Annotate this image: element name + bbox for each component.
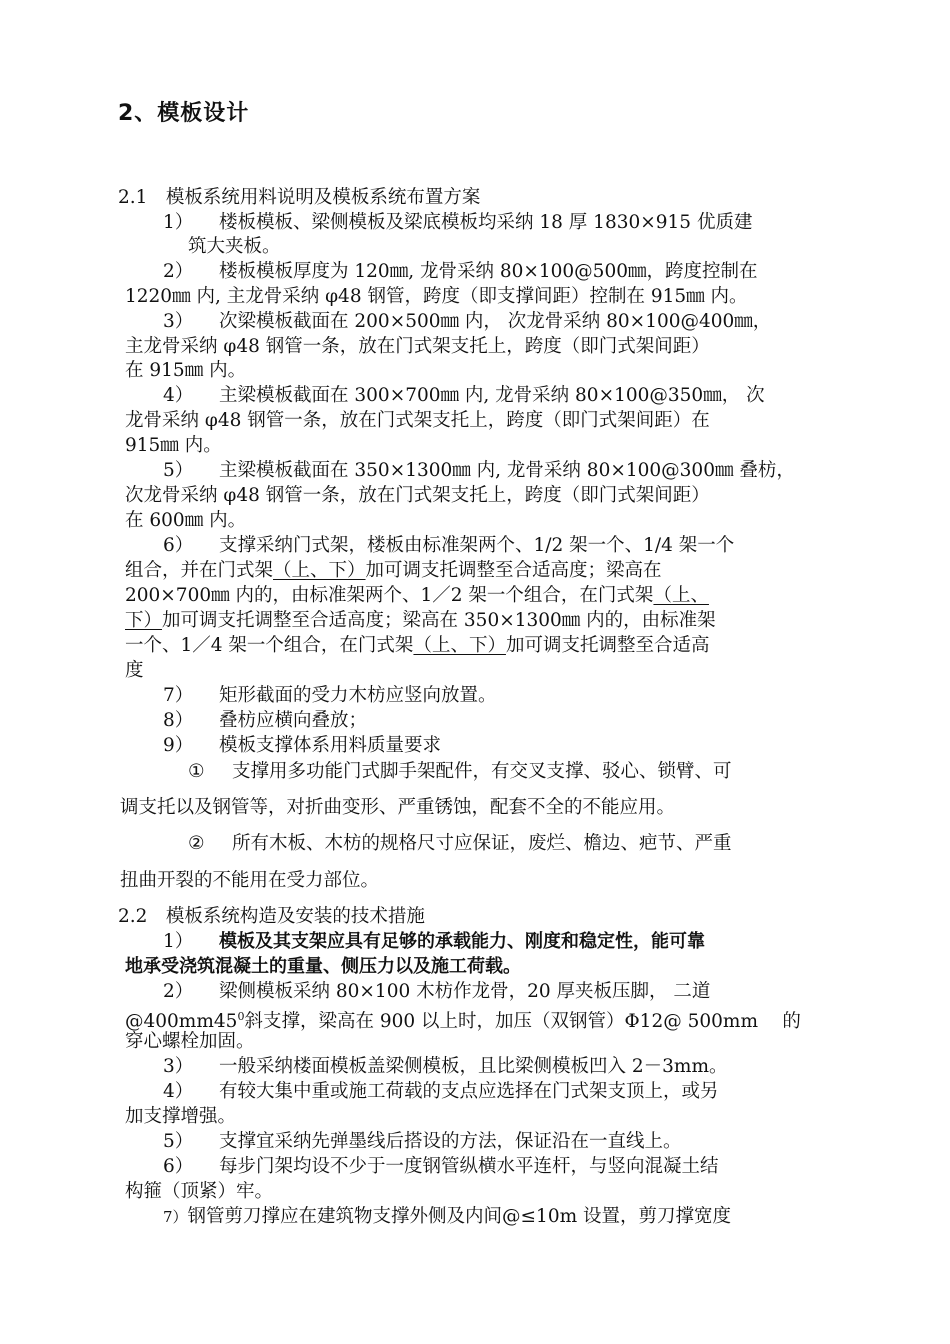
bold-text: 地承受浇筑混凝土的重量、侧压力以及施工荷载。 — [125, 956, 521, 977]
item-number: 6） — [163, 535, 194, 556]
subsection-title-2-2: 2.2 模板系统构造及安装的技术措施 — [118, 906, 425, 927]
paragraph-line: 3） 次梁模板截面在 200×500㎜ 内， 次龙骨采纳 80×100@400㎜， — [163, 311, 772, 332]
paragraph-line: 915㎜ 内。 — [125, 435, 222, 456]
paragraph-line: 2） 梁侧模板采纳 80×100 木枋作龙骨，20 厚夹板压脚， 二道 — [163, 981, 711, 1002]
paragraph-line: ② 所有木板、木枋的规格尺寸应保证，废烂、檐边、疤节、严重 — [188, 833, 732, 854]
item-number: 7） — [163, 1208, 188, 1226]
subsection-title-2-1: 2.1 模板系统用料说明及模板系统布置方案 — [118, 187, 481, 208]
bold-text: 模板及其支架应具有足够的承载能力、刚度和稳定性，能可靠 — [219, 931, 705, 952]
paragraph-line: 加支撑增强。 — [125, 1106, 237, 1127]
item-number: 4） — [163, 1081, 194, 1102]
item-number: 5） — [163, 1131, 194, 1152]
paragraph-line: 3） 一般采纳楼面模板盖梁侧模板，且比梁侧模板凹入 2－3mm。 — [163, 1056, 728, 1077]
paragraph-line: 6） 每步门架均设不少于一度钢管纵横水平连杆，与竖向混凝土结 — [163, 1156, 719, 1177]
item-number: 1） — [163, 931, 194, 952]
paragraph-line: 4） 有较大集中重或施工荷载的支点应选择在门式架支顶上，或另 — [163, 1081, 719, 1102]
item-number: 9） — [163, 735, 194, 756]
paragraph-line: 在 600㎜ 内。 — [125, 510, 247, 531]
item-number: 4） — [163, 385, 194, 406]
paragraph-line: 1220㎜ 内, 主龙骨采纳 φ48 钢管，跨度（即支撑间距）控制在 915㎜ 内。 — [125, 286, 748, 307]
paragraph-line: 4） 主梁模板截面在 300×700㎜ 内, 龙骨采纳 80×100@350㎜， 次 — [163, 385, 765, 406]
paragraph-line: 9） 模板支撑体系用料质量要求 — [163, 735, 442, 756]
section-heading: 2、模板设计 — [118, 101, 250, 126]
item-number: 2） — [163, 261, 194, 282]
paragraph-line: 2） 楼板模板厚度为 120㎜, 龙骨采纳 80×100@500㎜，跨度控制在 — [163, 261, 758, 282]
paragraph-line — [125, 955, 521, 979]
item-number: 3） — [163, 311, 194, 332]
paragraph-line: 在 915㎜ 内。 — [125, 360, 247, 381]
paragraph-line: 7）钢管剪刀撑应在建筑物支撑外侧及内间@≤10m 设置，剪刀撑宽度 — [163, 1206, 732, 1227]
item-number: 3） — [163, 1056, 194, 1077]
paragraph-line: ① 支撑用多功能门式脚手架配件，有交叉支撑、驳心、锁臂、可 — [188, 761, 732, 782]
item-number: 2） — [163, 981, 194, 1002]
paragraph-line: 下）加可调支托调整至合适高度；梁高在 350×1300㎜ 内的，由标准架 — [125, 610, 716, 631]
paragraph-line: 7） 矩形截面的受力木枋应竖向放置。 — [163, 685, 497, 706]
superscript: 0 — [237, 1010, 245, 1023]
circled-number: ① — [188, 761, 205, 782]
paragraph-line: 调支托以及钢管等，对折曲变形、严重锈蚀，配套不全的不能应用。 — [120, 797, 676, 818]
paragraph-line: 龙骨采纳 φ48 钢管一条，放在门式架支托上，跨度（即门式架间距）在 — [125, 410, 710, 431]
paragraph-line: 组合，并在门式架（上、下）加可调支托调整至合适高度；梁高在 — [125, 560, 662, 581]
paragraph-line: 构箍（顶紧）牢。 — [125, 1181, 274, 1202]
paragraph-line: 扭曲开裂的不能用在受力部位。 — [120, 870, 380, 891]
circled-number: ② — [188, 833, 205, 854]
item-number: 6） — [163, 1156, 194, 1177]
paragraph-line: 主龙骨采纳 φ48 钢管一条，放在门式架支托上，跨度（即门式架间距） — [125, 336, 710, 357]
paragraph-line: 200×700㎜ 内的，由标准架两个、1／2 架一个组合，在门式架（上、 — [125, 585, 709, 606]
paragraph-line: 穿心螺栓加固。 — [125, 1031, 255, 1052]
paragraph-line: 5） 主梁模板截面在 350×1300㎜ 内, 龙骨采纳 80×100@300㎜ 叠枋， — [163, 460, 795, 481]
item-number: 7） — [163, 685, 194, 706]
paragraph-line: $@400mm45^0$斜支撑，梁高在 900 以上时，加压（双钢管）Φ12@ 500mm 的 — [125, 1010, 801, 1032]
paragraph-line: 1） 楼板模板、梁侧模板及梁底模板均采纳 18 厚 1830×915 优质建 — [163, 212, 753, 233]
paragraph-line: 8） 叠枋应横向叠放； — [163, 710, 368, 731]
paragraph-line: 筑大夹板。 — [188, 236, 281, 257]
item-number: 1） — [163, 212, 194, 233]
paragraph-line: 次龙骨采纳 φ48 钢管一条，放在门式架支托上，跨度（即门式架间距） — [125, 485, 710, 506]
paragraph-line: 5） 支撑宜采纳先弹墨线后搭设的方法，保证沿在一直线上。 — [163, 1131, 682, 1152]
item-number: 5） — [163, 460, 194, 481]
underlined-text: （上、下） — [273, 560, 366, 581]
item-number: 8） — [163, 710, 194, 731]
paragraph-line: 6） 支撑采纳门式架，楼板由标准架两个、1/2 架一个、1/4 架一个 — [163, 535, 735, 556]
underlined-text: （上、下） — [413, 635, 506, 656]
paragraph-line: 一个、1／4 架一个组合，在门式架（上、下）加可调支托调整至合适高 — [125, 635, 710, 656]
underlined-text: 下） — [125, 610, 163, 631]
underlined-text: （上、 — [653, 585, 709, 606]
paragraph-line: 度 — [125, 660, 144, 681]
paragraph-line — [163, 930, 705, 954]
